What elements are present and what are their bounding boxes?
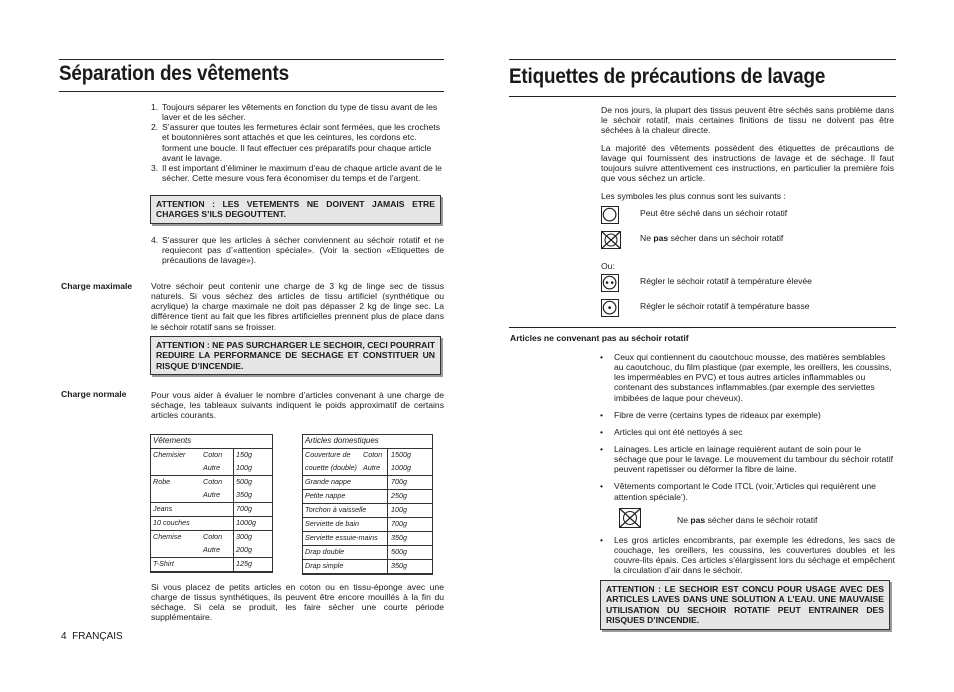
intro-paragraph-1: De nos jours, la plupart des tissus peuvent être séchés sans problème dans le séchoir rotatif, mais certaines finitions de tissu ne doivent pas être séchées à la chaleur directe. [601, 105, 894, 136]
table-row [151, 531, 272, 558]
small-items-note: Si vous placez de petits articles en coton ou en tissu-éponge avec une charge de tissus synthétiques, ils peuvent être encore mouillés à la fin du séchage. Si cela se produit, les faire sécher une courte période supplémentaire. [151, 582, 444, 623]
no-tumble-dry-label [640, 233, 783, 243]
table-cell: 700g [391, 519, 407, 528]
table-cell: 1000g [391, 463, 411, 472]
symbols-intro: Les symboles les plus connus sont les suivants : [601, 191, 786, 201]
bullet-text: Ceux qui contiennent du caoutchouc mousse, des matières semblables au caoutchouc, du film plastique (par exemple, les oreillers, les coussins, les imperméables en PVC) et tous autres articles inflammables ou contenant des substances inflammables.(par exemple des serviettes imbibées de laque pour cheveux). [614, 352, 892, 403]
step-text: Toujours séparer les vêtements en fonction du type de tissu avant de les laver et de les sécher. [162, 102, 438, 123]
page-footer [61, 631, 123, 643]
warning-dripping [150, 195, 441, 224]
charge-max-label: Charge maximale [61, 281, 133, 291]
table-cell: Autre [203, 490, 221, 499]
table-row [303, 449, 432, 476]
tumble-dry-low-icon [601, 299, 619, 317]
label-bold: pas [690, 515, 706, 525]
warning-overload [150, 336, 441, 375]
table-cell: 1500g [391, 450, 411, 459]
left-title-rule-top [59, 59, 444, 60]
step-number: 4. [151, 235, 159, 245]
warning-fire [600, 580, 890, 630]
tumble-dry-icon [601, 206, 619, 224]
last-bullet [600, 535, 895, 583]
step-number: 2. [151, 122, 159, 133]
table-cell: 700g [391, 477, 407, 486]
step-text: S’assurer que les articles à sécher conviennent au séchoir rotatif et ne requiecont pas d’«attention spéciale». (Voir la section «Etiquettes de précautions de lavage»). [162, 235, 444, 266]
table-cell: Drap double [305, 547, 345, 556]
footer-language: FRANÇAIS [72, 631, 123, 642]
right-title-rule-bottom [509, 96, 896, 97]
sorting-step [151, 102, 442, 122]
table-cell: 150g [236, 450, 252, 459]
table-cell: 500g [236, 477, 252, 486]
label-bold: pas [653, 233, 669, 243]
table-cell: 1000g [236, 518, 256, 527]
table-cell: 350g [236, 490, 252, 499]
no-tumble-dry-icon [601, 231, 621, 249]
charge-normal-text: Pour vous aider à évaluer le nombre d’articles convenant à une charge de séchage, les tableaux suivants indiquent le poids approximatif de certains articles courants. [151, 390, 444, 421]
label-post: sécher dans un séchoir rotatif [668, 233, 784, 243]
table-row [303, 518, 432, 532]
bullet-mark: • [600, 352, 604, 362]
table-cell: Autre [203, 545, 221, 554]
warning-fire-text: ATTENTION : LE SECHOIR EST CONCU POUR USAGE AVEC DES ARTICLES LAVES DANS UNE SOLUTION A L’EAU. UNE MAUVAISE UTILISATION DU SECHOIR ROTATIF PEUT ENTRAINER DES RISQUES D’INCENDIE. [606, 584, 884, 626]
table-cell: 500g [391, 547, 407, 556]
bullet-text: Vêtements comportant le Code ITCL (voir,’Articles qui requièrent une attention spéciale’). [614, 481, 876, 502]
unsuitable-item [600, 481, 895, 501]
bullet-mark: • [600, 426, 604, 437]
tumble-dry-high-icon [601, 274, 619, 292]
step-text: S’assurer que toutes les fermetures éclair sont fermées, que les crochets et boutonnières sont attachés et que les ceintures, les cordons etc. forment une boucle. Il faut effectuer ces préparatifs pour chaque article avant le lavage. [162, 122, 440, 163]
table-column-divider [387, 449, 388, 574]
table-cell: 100g [236, 463, 252, 472]
bullet-mark: • [600, 535, 604, 545]
right-page-title: Etiquettes de précautions de lavage [509, 65, 826, 88]
sorting-steps-list [151, 102, 442, 183]
sorting-step [151, 163, 442, 183]
bullet-text: Fibre de verre (certains types de rideaux par exemple) [614, 409, 821, 420]
charge-normal-label: Charge normale [61, 389, 127, 399]
bullet-text: Lainages. Les article en lainage requièrent autant de soin pour le séchage que pour le lavage. Le mouvement du tambour du séchoir rotatif peuvent rapetisser ou déformer la fibre de laine. [614, 443, 893, 475]
table-cell: couette (double) [305, 463, 357, 472]
table-cell: 250g [391, 491, 407, 500]
table-row [151, 449, 272, 476]
table-cell: Autre [203, 463, 221, 472]
unsuitable-item [600, 352, 895, 403]
table-row [303, 560, 432, 574]
table-cell: 125g [236, 559, 252, 568]
table-cell: 200g [236, 545, 252, 554]
bullet-mark: • [600, 409, 604, 420]
label-pre: Ne [640, 233, 654, 243]
table-row [303, 504, 432, 518]
label-pre: Ne [677, 515, 691, 525]
table-row [151, 517, 272, 531]
tumble-dry-high-label: Régler le séchoir rotatif à température élevée [640, 276, 812, 286]
table-cell: Autre [363, 463, 381, 472]
step-text: Il est important d’éliminer le maximum d’eau de chaque article avant de le sécher. Cette mesure vous fera économiser du temps et de l’argent. [162, 162, 442, 183]
charge-max-text: Votre séchoir peut contenir une charge de 3 kg de linge sec de tissus naturels. Si vous séchez des articles de tissu artificiel (synthétique ou acrylique) la charge maximale ne doit pas dépasser 2 kg de linge sec. La différence tient au fait que les fibres artificielles prennent plus de place dans le séchoir rotatif sans se froisser. [151, 281, 444, 332]
table-cell: Grande nappe [305, 477, 351, 486]
unsuitable-item [600, 410, 895, 420]
clothing-weight-table [150, 434, 273, 573]
table-header: Articles domestiques [303, 435, 432, 449]
table-row [151, 476, 272, 503]
table-cell: Coton [203, 532, 223, 541]
unsuitable-item [600, 444, 895, 474]
table-row [303, 476, 432, 490]
step-number: 3. [151, 162, 159, 173]
table-cell: 350g [391, 561, 407, 570]
bullet-mark: • [600, 481, 604, 492]
household-weight-table [302, 434, 433, 575]
table-cell: Petite nappe [305, 491, 346, 500]
bullet-mark: • [600, 443, 604, 454]
table-cell: 100g [391, 505, 407, 514]
table-cell: Torchon à vaisselle [305, 505, 367, 514]
table-cell: 300g [236, 532, 252, 541]
warning-overload-text: ATTENTION : NE PAS SURCHARGER LE SECHOIR, CECI POURRAIT REDUIRE LA PERFORMANCE DE SECHAGE ET CONSTITUER UN RISQUE D’INCENDIE. [156, 340, 435, 371]
left-page-title: Séparation des vêtements [59, 62, 289, 85]
table-header: Vêtements [151, 435, 272, 449]
table-cell: T-Shirt [153, 559, 174, 568]
table-cell: Serviette essuie-mains [305, 533, 378, 542]
bullet-text: Articles qui ont été nettoyés à sec [614, 426, 743, 437]
table-cell: Drap simple [305, 561, 344, 570]
table-cell: Couverture de [305, 450, 351, 459]
table-row [303, 532, 432, 546]
tumble-dry-low-label: Régler le séchoir rotatif à température basse [640, 301, 810, 311]
table-cell: Coton [363, 450, 383, 459]
table-row [303, 546, 432, 560]
table-cell: Coton [203, 477, 223, 486]
bullet-text: Les gros articles encombrants, par exemple les édredons, les sacs de couchage, les oreillers, les coussins, les couvertures doubles et les couvre-lits épais. Ces articles s’élargissent lors du séchage et empêchent la circulation d’air dans le séchoir. [614, 535, 895, 576]
table-row [303, 490, 432, 504]
table-cell: Coton [203, 450, 223, 459]
table-cell: 10 couches [153, 518, 190, 527]
page-number: 4 [61, 631, 67, 642]
no-tumble-dry-icon-2 [619, 508, 641, 528]
step-number: 1. [151, 102, 159, 112]
table-cell: Serviette de bain [305, 519, 359, 528]
table-cell: Chemise [153, 532, 182, 541]
unsuitable-list [600, 352, 895, 509]
label-post: sécher dans le séchoir rotatif [705, 515, 818, 525]
no-tumble-dry-label-2 [677, 515, 817, 525]
table-row [151, 558, 272, 572]
right-title-rule-top [509, 59, 896, 60]
sorting-step [151, 122, 442, 163]
intro-paragraph-2: La majorité des vêtements possèdent des étiquettes de précautions de lavage qui fournissent des instructions de lavage et de séchage. Il faut toujours suivre attentivement ces instructions, en particulier la première fois que vous séchez un article. [601, 143, 894, 184]
or-label: Ou: [601, 261, 615, 271]
table-row [151, 503, 272, 517]
tumble-dry-label: Peut être séché dans un séchoir rotatif [640, 208, 788, 218]
table-cell: 700g [236, 504, 252, 513]
unsuitable-title: Articles ne convenant pas au séchoir rotatif [510, 333, 689, 343]
warning-dripping-text: ATTENTION : LES VETEMENTS NE DOIVENT JAMAIS ETRE CHARGES S’ILS DEGOUTTENT. [156, 199, 435, 220]
table-cell: Robe [153, 477, 171, 486]
table-cell: Chemisier [153, 450, 186, 459]
unsuitable-rule [509, 327, 896, 328]
sorting-step-4 [151, 235, 444, 265]
table-cell: Jeans [153, 504, 173, 513]
table-cell: 350g [391, 533, 407, 542]
unsuitable-item [600, 427, 895, 437]
table-column-divider [233, 449, 234, 572]
left-title-rule-bottom [59, 91, 444, 92]
